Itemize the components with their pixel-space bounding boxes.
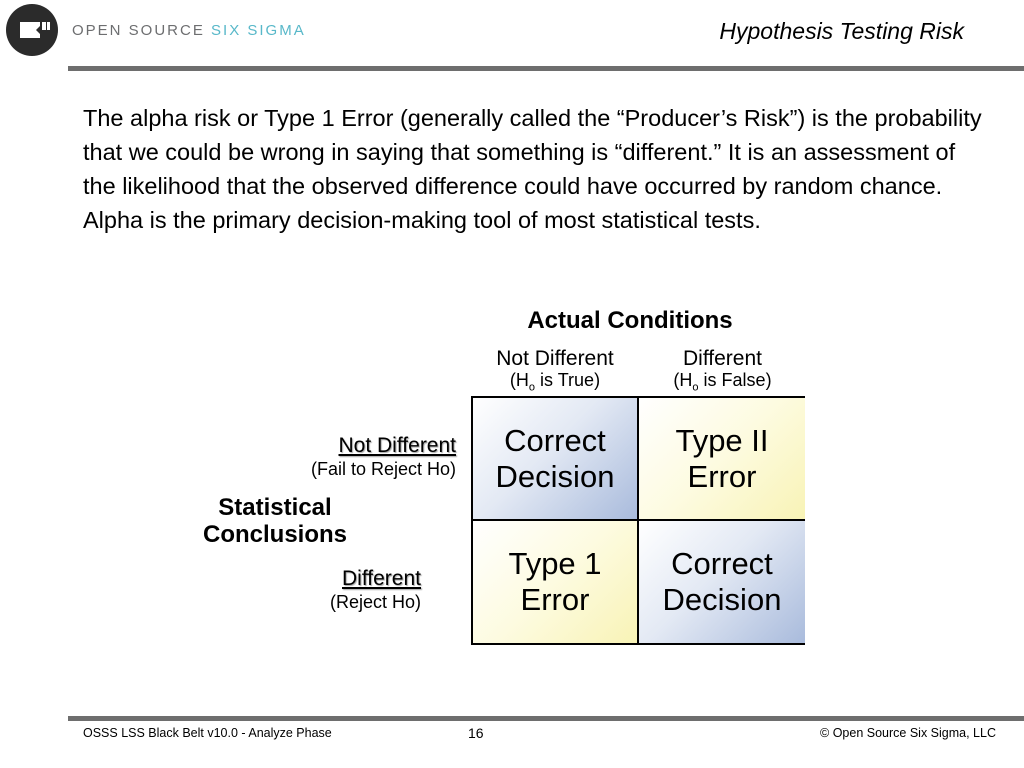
cell-line1: Type II <box>675 422 769 458</box>
column-sub-suffix: is True) <box>535 370 601 390</box>
cell-line2: Error <box>520 582 590 617</box>
statistical-conclusions-title <box>170 494 380 548</box>
row-label-not-different <box>196 434 456 480</box>
column-header-not-different <box>470 348 640 398</box>
decision-matrix <box>471 396 805 645</box>
column-sub-index: o <box>528 381 536 394</box>
row-label-sub: (Fail to Reject Ho) <box>310 459 456 479</box>
page-number: 16 <box>468 725 484 741</box>
column-sub-index: o <box>692 381 699 394</box>
footer-divider <box>68 716 1024 721</box>
cell-line1: Type 1 <box>508 546 602 581</box>
header-divider <box>68 66 1024 71</box>
column-sub-suffix: is False) <box>698 370 772 390</box>
company-logo <box>6 4 58 56</box>
column-label: Different <box>683 347 762 370</box>
matrix-cell-correct-decision-2 <box>639 521 805 643</box>
slide-title: Hypothesis Testing Risk <box>719 18 964 44</box>
brand-six-sigma: SIX SIGMA <box>211 22 306 39</box>
column-label: Not Different <box>496 347 614 370</box>
row-label-main: Different <box>342 567 421 590</box>
matrix-cell-correct-decision-1 <box>473 398 639 521</box>
cell-line2: Error <box>687 458 757 494</box>
column-sublabel <box>470 370 640 398</box>
matrix-cell-type-1-error <box>473 521 639 643</box>
body-paragraph: The alpha risk or Type 1 Error (generally called the “Producer’s Risk”) is the probability that we could be wrong in saying that something is “different.” It is an assessment of the likelihood that the observed difference could have occurred by random chance. Alpha is the primary decision-making tool of most statistical tests. <box>83 105 982 233</box>
column-sublabel <box>640 370 805 398</box>
cell-line2: Decision <box>495 458 615 494</box>
row-label-main: Not Different <box>338 434 456 457</box>
column-sub-prefix: (H <box>509 370 529 390</box>
row-label-sub: (Reject Ho) <box>329 592 421 612</box>
footer-copyright: © Open Source Six Sigma, LLC <box>820 726 996 740</box>
column-sub-prefix: (H <box>673 370 693 390</box>
cell-line2: Decision <box>662 582 782 617</box>
brand-name <box>72 22 306 39</box>
cell-line1: Correct <box>671 546 773 581</box>
row-label-different <box>201 567 421 613</box>
brand-open-source: OPEN SOURCE <box>72 22 212 39</box>
matrix-cell-type-ii-error <box>639 398 805 521</box>
footer-course-label: OSSS LSS Black Belt v10.0 - Analyze Phase <box>83 726 332 740</box>
stat-title-line1: Statistical <box>218 494 332 521</box>
column-header-different <box>640 348 805 398</box>
actual-conditions-title: Actual Conditions <box>527 307 733 334</box>
stat-title-line2: Conclusions <box>202 521 347 548</box>
logo-mark-icon <box>6 4 58 56</box>
cell-line1: Correct <box>504 422 606 458</box>
